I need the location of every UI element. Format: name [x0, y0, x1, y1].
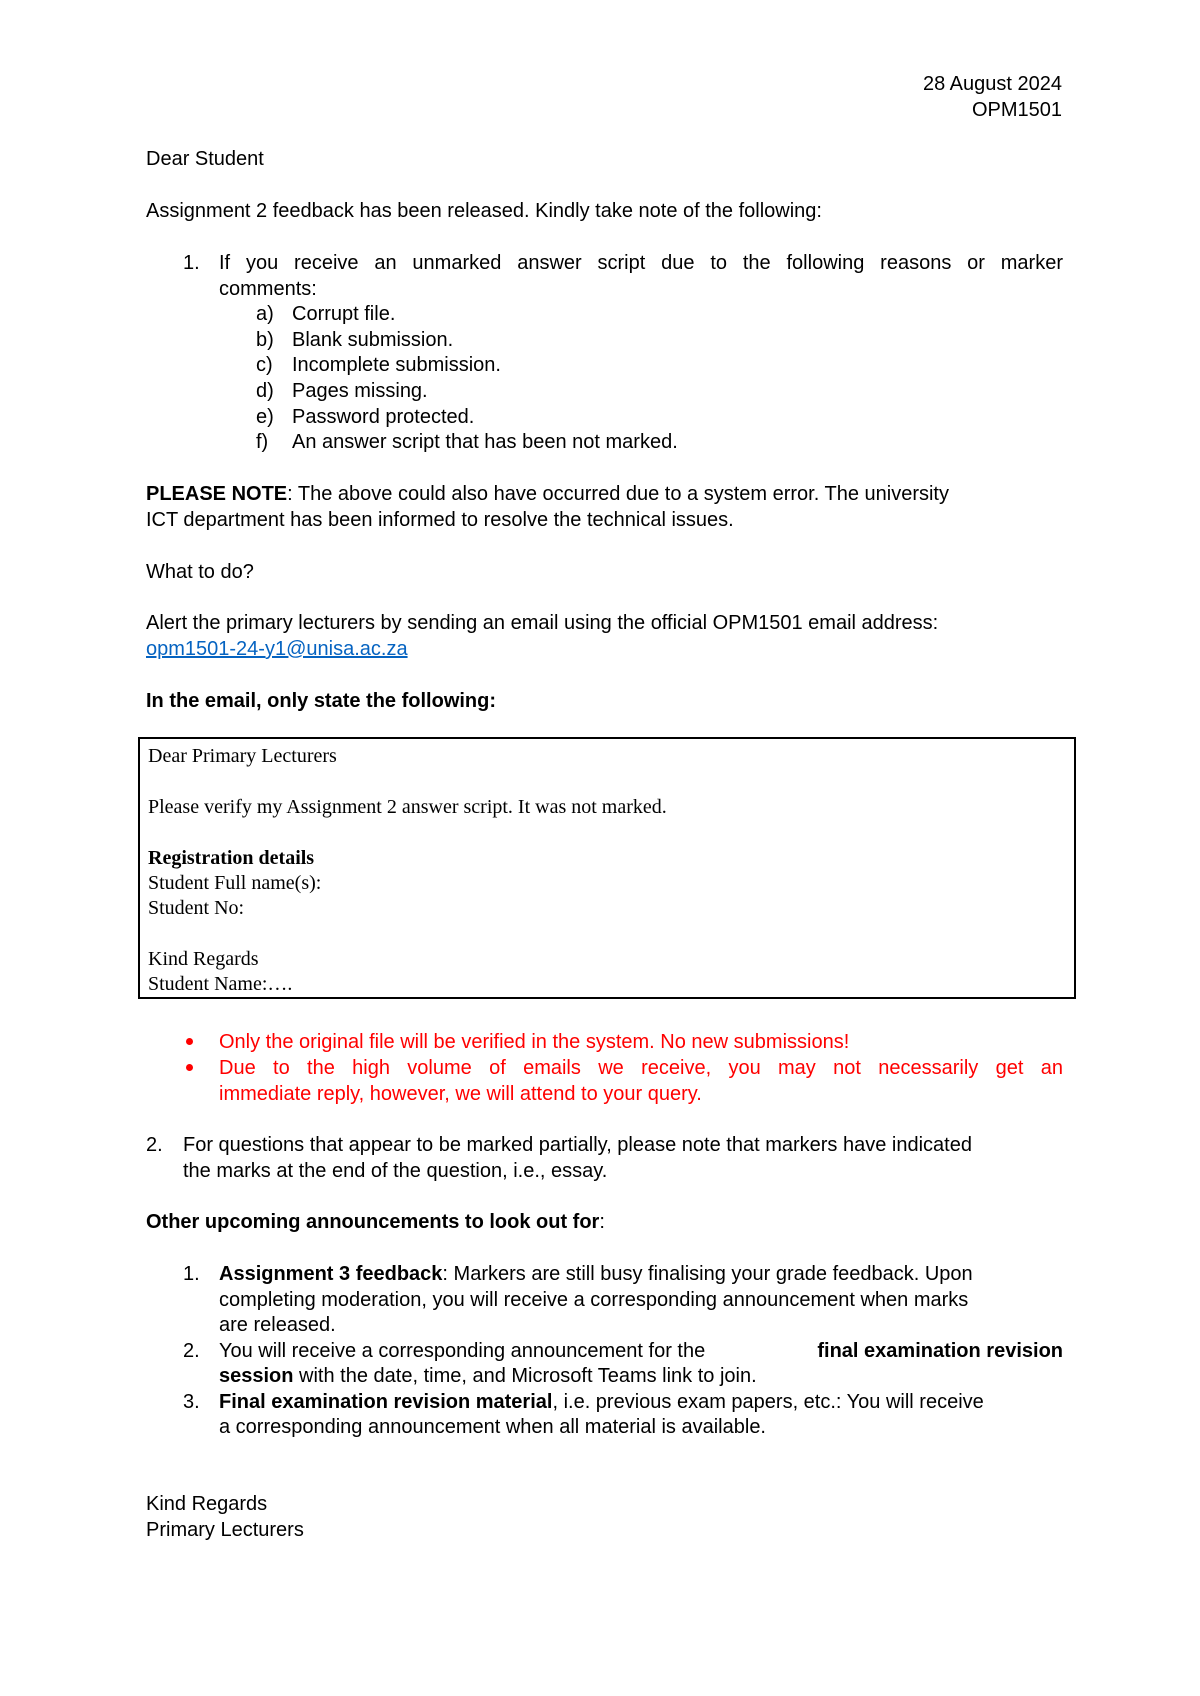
- announcement-2-number: 2.: [183, 1340, 200, 1362]
- template-student-name: Student Name:….: [148, 973, 293, 995]
- reason-text: An answer script that has been not marked.: [292, 431, 678, 453]
- closing-signature: Primary Lecturers: [146, 1519, 304, 1541]
- item-2-line-2: the marks at the end of the question, i.e., essay.: [183, 1160, 608, 1182]
- reason-letter: d): [256, 380, 274, 402]
- reason-text: Blank submission.: [292, 329, 454, 351]
- announcement-2-line-2: [219, 1363, 757, 1389]
- salutation: Dear Student: [146, 148, 264, 170]
- item-2-line-1: For questions that appear to be marked partially, please note that markers have indicated: [183, 1134, 972, 1156]
- reason-text: Corrupt file.: [292, 303, 396, 325]
- item-1-line-1: If you receive an unmarked answer script due to the following reasons or marker: [219, 252, 1063, 274]
- email-link[interactable]: opm1501-24-y1@unisa.ac.za: [146, 638, 408, 660]
- reason-letter: e): [256, 406, 274, 428]
- template-registration-heading: Registration details: [148, 847, 315, 869]
- upcoming-heading: [146, 1209, 605, 1235]
- announcement-3-number: 3.: [183, 1391, 200, 1413]
- announcement-3-line-1: [219, 1389, 984, 1415]
- reason-letter: a): [256, 303, 274, 325]
- reason-text: Incomplete submission.: [292, 354, 501, 376]
- note-text: : The above could also have occurred due to a system error. The university: [287, 483, 949, 505]
- email-template-box: [138, 737, 1076, 999]
- announcement-2-text: You will receive a corresponding announcement for the: [219, 1340, 706, 1362]
- announcement-2-title: final examination revision: [817, 1340, 1063, 1362]
- announcement-3-text: , i.e. previous exam papers, etc.: You will receive: [552, 1391, 984, 1413]
- reason-letter: c): [256, 354, 273, 376]
- item-1-line-2: comments:: [219, 278, 317, 300]
- module-code: OPM1501: [971, 99, 1062, 121]
- closing-regards: Kind Regards: [146, 1493, 268, 1515]
- intro-paragraph: Assignment 2 feedback has been released. Kindly take note of the following:: [146, 200, 822, 222]
- letter-date: 28 August 2024: [922, 73, 1062, 95]
- template-greeting: Dear Primary Lecturers: [148, 745, 337, 767]
- template-student-no: Student No:: [148, 897, 245, 919]
- reason-text: Pages missing.: [292, 380, 428, 402]
- announcement-1-number: 1.: [183, 1263, 200, 1285]
- upcoming-heading-text: Other upcoming announcements to look out for: [146, 1211, 600, 1233]
- note-label: PLEASE NOTE: [146, 483, 288, 505]
- bullet-icon: [186, 1038, 193, 1045]
- announcement-1-line-2: completing moderation, you will receive a corresponding announcement when marks: [219, 1289, 969, 1311]
- announcement-2-title-end: session: [219, 1365, 294, 1387]
- announcement-3-title: Final examination revision material: [219, 1391, 553, 1413]
- reason-letter: b): [256, 329, 274, 351]
- email-heading: In the email, only state the following:: [146, 690, 497, 712]
- template-request: Please verify my Assignment 2 answer script. It was not marked.: [148, 796, 667, 818]
- announcement-3-line-2: a corresponding announcement when all material is available.: [219, 1416, 766, 1438]
- template-full-name: Student Full name(s):: [148, 872, 322, 894]
- warning-original-file: Only the original file will be verified in the system. No new submissions!: [219, 1031, 850, 1053]
- reason-letter: f): [256, 431, 269, 453]
- announcement-2-line-1: [219, 1338, 1063, 1364]
- alert-text: Alert the primary lecturers by sending an email using the official OPM1501 email address:: [146, 612, 939, 634]
- announcement-1-line-3: are released.: [219, 1314, 336, 1336]
- warning-volume-line-2: immediate reply, however, we will attend to your query.: [219, 1083, 702, 1105]
- reason-text: Password protected.: [292, 406, 475, 428]
- note-line-2: ICT department has been informed to resolve the technical issues.: [146, 509, 734, 531]
- what-to-do: What to do?: [146, 561, 254, 583]
- item-1-number: 1.: [183, 252, 200, 274]
- announcement-1-line-1: [219, 1261, 973, 1287]
- note-line-1: [146, 481, 1063, 507]
- announcement-1-text: : Markers are still busy finalising your grade feedback. Upon: [442, 1263, 973, 1285]
- announcement-2-rest: with the date, time, and Microsoft Teams link to join.: [293, 1365, 757, 1387]
- template-regards: Kind Regards: [148, 948, 259, 970]
- upcoming-heading-colon: :: [599, 1211, 605, 1233]
- bullet-icon: [186, 1064, 193, 1071]
- announcement-1-title: Assignment 3 feedback: [219, 1263, 443, 1285]
- item-2-number: 2.: [146, 1134, 163, 1156]
- warning-volume-line-1: Due to the high volume of emails we receive, you may not necessarily get an: [219, 1057, 1063, 1079]
